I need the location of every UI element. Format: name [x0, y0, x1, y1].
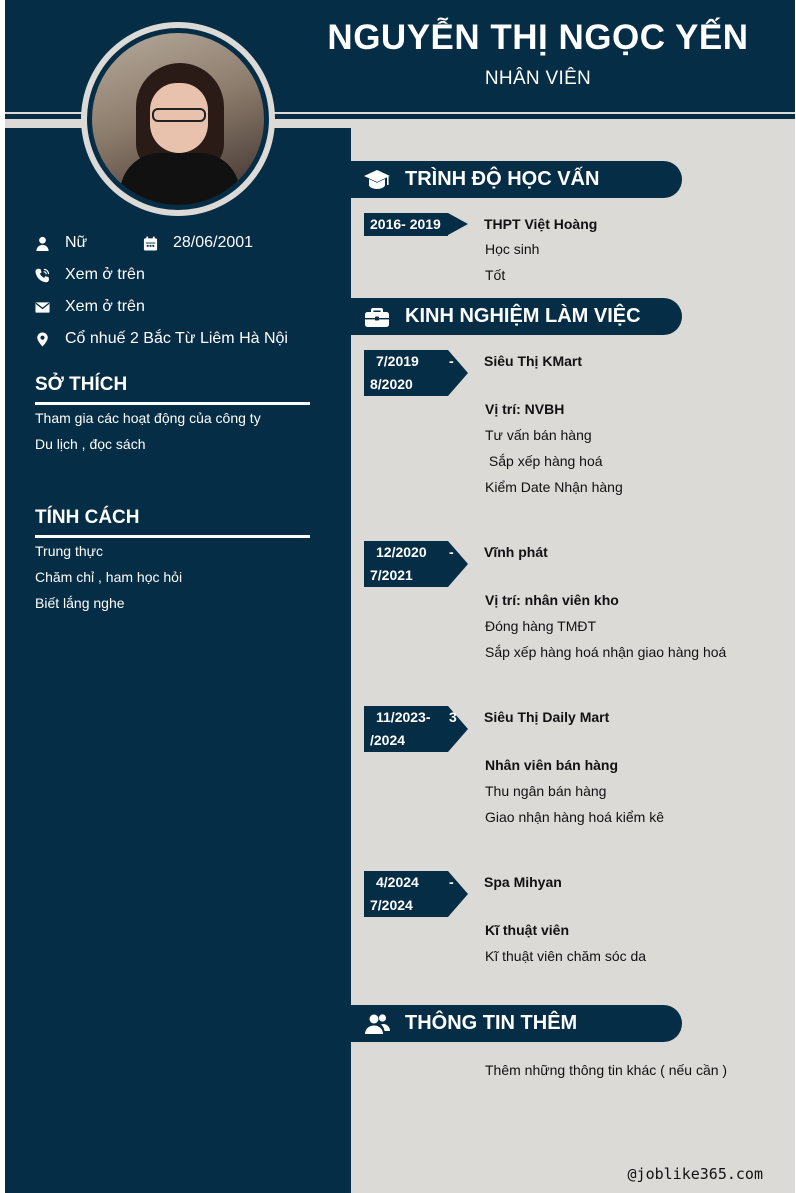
education-line: Học sinh — [485, 241, 540, 257]
job-line: Kĩ thuật viên chăm sóc da — [485, 948, 647, 964]
address-row — [35, 330, 288, 348]
briefcase-icon — [363, 303, 391, 331]
experience-title: KINH NGHIỆM LÀM VIỆC — [405, 305, 641, 327]
hobbies-heading: SỞ THÍCH — [35, 374, 128, 395]
job-date-start: 11/2023- — [376, 709, 431, 725]
job-line: Sắp xếp hàng hoá nhận giao hàng hoá — [485, 644, 727, 660]
candidate-role: NHÂN VIÊN — [484, 68, 592, 89]
avatar-frame — [81, 22, 275, 216]
personality-rule — [35, 535, 310, 538]
phone-icon — [35, 268, 50, 283]
personality-item: Biết lắng nghe — [35, 595, 125, 611]
education-line: Tốt — [485, 267, 506, 283]
extra-text: Thêm những thông tin khác ( nếu cần ) — [485, 1062, 728, 1078]
education-title: TRÌNH ĐỘ HỌC VẤN — [405, 168, 600, 190]
job-company: Spa Mihyan — [484, 874, 562, 890]
job-date-tag — [364, 706, 468, 752]
job-company: Siêu Thị KMart — [484, 353, 583, 369]
job-date-end: 8/2020 — [370, 376, 413, 392]
job-date-tag — [364, 541, 468, 587]
candidate-name: NGUYỄN THỊ NGỌC YẾN — [327, 18, 749, 57]
job-position: Vị trí: NVBH — [485, 401, 565, 417]
email-row — [35, 298, 145, 316]
job-line: Kiểm Date Nhận hàng — [485, 479, 623, 495]
user-icon — [35, 236, 50, 251]
extra-section-header — [351, 1005, 682, 1042]
personality-item: Chăm chỉ , ham học hỏi — [35, 569, 183, 585]
cv-page — [5, 0, 795, 1193]
job-date-start: 4/2024 — [376, 874, 419, 890]
education-school: THPT Việt Hoàng — [484, 216, 598, 232]
job-company: Vĩnh phát — [484, 544, 548, 560]
personality-item: Trung thực — [35, 543, 103, 559]
job-position: Kĩ thuật viên — [485, 922, 570, 938]
job-line: Tư vấn bán hàng — [485, 427, 592, 443]
education-date: 2016- 2019 — [370, 216, 441, 232]
education-date-tag — [364, 213, 468, 236]
job-date-end: 7/2024 — [370, 897, 413, 913]
personality-heading: TÍNH CÁCH — [35, 507, 140, 528]
email-value: Xem ở trên — [65, 298, 145, 315]
experience-section-header — [351, 298, 682, 335]
job-date-start: 7/2019 — [376, 353, 419, 369]
gender-value: Nữ — [65, 234, 88, 251]
job-date-sep: - — [449, 874, 454, 890]
gender-row — [35, 234, 87, 252]
job-date-end: 7/2021 — [370, 567, 413, 583]
job-date-sep: 3 — [449, 709, 457, 725]
graduation-cap-icon — [363, 166, 391, 194]
job-date-sep: - — [449, 544, 454, 560]
job-date-start: 12/2020 — [376, 544, 427, 560]
hobby-item: Du lịch , đọc sách — [35, 436, 146, 452]
hobbies-rule — [35, 402, 310, 405]
avatar — [92, 33, 264, 205]
job-line: Đóng hàng TMĐT — [485, 618, 597, 634]
job-date-tag — [364, 871, 468, 917]
calendar-icon — [143, 236, 158, 251]
job-line: Sắp xếp hàng hoá — [485, 453, 603, 469]
hobby-item: Tham gia các hoạt động của công ty — [35, 410, 261, 426]
phone-row — [35, 266, 145, 284]
job-line: Thu ngân bán hàng — [485, 783, 607, 799]
education-section-header — [351, 161, 682, 198]
users-icon — [363, 1010, 391, 1038]
job-date-end: /2024 — [370, 732, 406, 748]
job-position: Vị trí: nhân viên kho — [485, 592, 619, 608]
dob-value: 28/06/2001 — [173, 234, 254, 251]
address-value: Cổ nhuế 2 Bắc Từ Liêm Hà Nội — [65, 330, 288, 347]
watermark: @joblike365.com — [627, 1165, 763, 1183]
dob-row — [143, 234, 253, 252]
envelope-icon — [35, 300, 50, 315]
job-date-sep: - — [449, 353, 454, 369]
job-position: Nhân viên bán hàng — [485, 757, 619, 773]
sidebar — [5, 128, 351, 1193]
job-company: Siêu Thị Daily Mart — [484, 709, 610, 725]
extra-title: THÔNG TIN THÊM — [405, 1012, 578, 1034]
job-date-tag — [364, 350, 468, 396]
phone-value: Xem ở trên — [65, 266, 145, 283]
job-line: Giao nhận hàng hoá kiểm kê — [485, 809, 665, 825]
map-pin-icon — [35, 332, 50, 347]
